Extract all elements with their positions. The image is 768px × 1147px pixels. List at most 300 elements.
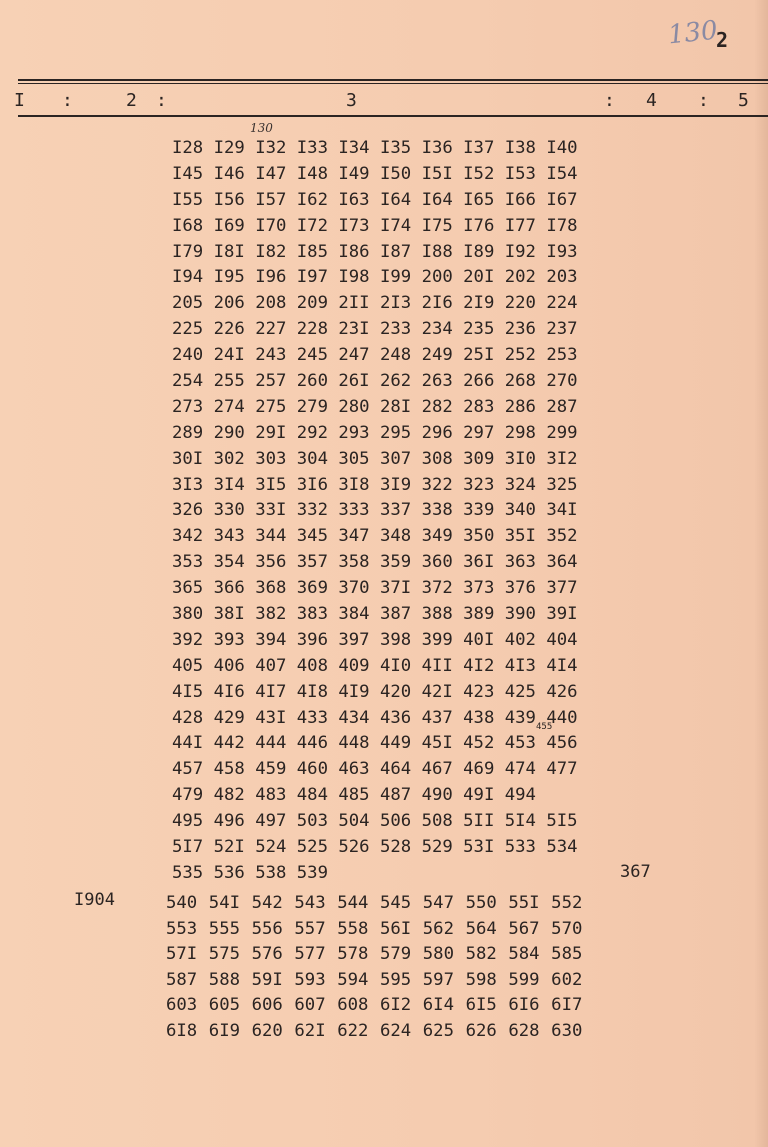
register-number: 579 [379, 944, 412, 965]
register-number: 3I0 [504, 448, 536, 469]
register-number: 4I3 [504, 655, 536, 676]
register-number: 399 [421, 629, 453, 650]
register-number: I48 [296, 163, 328, 184]
register-number: 392 [172, 629, 204, 650]
register-number: 578 [337, 944, 369, 965]
register-number: 59I [251, 969, 283, 990]
register-number: 333 [338, 500, 370, 521]
register-number: 605 [208, 995, 241, 1016]
register-number: 236 [504, 319, 536, 340]
register-number: 576 [251, 944, 283, 965]
register-number: 5I4 [504, 811, 536, 832]
register-number: 438 [463, 707, 495, 728]
register-number: 208 [255, 293, 287, 314]
number-row [166, 1021, 594, 1047]
register-number: 343 [213, 526, 245, 547]
register-number: 407 [255, 655, 287, 676]
register-number: 234 [421, 319, 453, 340]
number-row [166, 944, 594, 970]
register-number: I88 [421, 241, 453, 262]
number-row [172, 319, 588, 345]
number-row [172, 138, 588, 164]
register-number: 257 [255, 371, 287, 392]
header-col-3: 3 [346, 90, 357, 111]
number-row [172, 811, 588, 837]
register-number: 262 [379, 371, 412, 392]
register-number: 376 [504, 578, 536, 599]
register-number: 54I [208, 893, 241, 913]
register-number: I73 [338, 215, 370, 236]
register-number: 6I6 [508, 995, 540, 1016]
register-number: 342 [172, 526, 204, 547]
register-number: I5I [421, 163, 453, 184]
register-number: 350 [463, 526, 495, 547]
number-row [172, 656, 588, 682]
register-number: 200 [421, 267, 453, 288]
header-separator-1: : [62, 90, 73, 111]
register-number: I78 [546, 215, 578, 236]
register-number: I82 [255, 241, 287, 262]
number-row [172, 164, 588, 190]
register-number: I46 [213, 163, 245, 184]
register-number: 24I [213, 345, 245, 366]
register-number: 409 [338, 655, 370, 676]
register-number: 508 [421, 811, 453, 832]
register-number: 4I6 [213, 681, 245, 702]
register-number: 226 [213, 319, 245, 340]
register-number: 297 [463, 422, 495, 443]
register-number: 3I2 [546, 448, 578, 469]
register-number: 337 [379, 500, 412, 521]
register-number: 247 [338, 345, 370, 366]
register-number: 484 [296, 785, 328, 806]
register-number: I94 [172, 267, 204, 288]
register-number: 349 [421, 526, 453, 547]
register-number: 243 [255, 345, 287, 366]
register-number: I36 [421, 138, 453, 158]
register-number: I99 [379, 267, 412, 288]
register-number: 2II [338, 293, 370, 314]
number-row [172, 863, 588, 889]
register-number: I55 [172, 189, 204, 210]
register-number: 575 [208, 944, 241, 965]
register-number: 6I8 [166, 1020, 198, 1041]
register-number: I64 [421, 189, 453, 210]
register-number: 57I [166, 944, 198, 965]
register-number: I32 [255, 138, 287, 158]
register-number: 254 [172, 371, 204, 392]
register-number: 460 [296, 759, 328, 780]
register-number: 275 [255, 396, 287, 417]
register-number: 469 [463, 759, 495, 780]
register-number: 497 [255, 811, 287, 832]
register-number: 248 [379, 345, 412, 366]
register-number: 408 [296, 655, 328, 676]
register-number: 322 [421, 474, 453, 495]
register-number: I79 [172, 241, 204, 262]
register-number: 580 [422, 944, 454, 965]
number-row [166, 970, 594, 996]
register-number: 249 [421, 345, 453, 366]
register-number: 608 [337, 995, 369, 1016]
register-number: 5I7 [172, 837, 204, 858]
register-number: 303 [255, 448, 287, 469]
register-number: 299 [546, 422, 578, 443]
number-list-main [172, 138, 588, 889]
register-number: 225 [172, 319, 204, 340]
register-number: 332 [296, 500, 328, 521]
register-number: 503 [296, 811, 328, 832]
inserted-number-note-455: 455 [536, 722, 553, 732]
register-number: 582 [465, 944, 497, 965]
register-number: 345 [296, 526, 328, 547]
register-number: I95 [213, 267, 245, 288]
register-number: I87 [379, 241, 412, 262]
number-row [172, 552, 588, 578]
number-row [172, 578, 588, 604]
register-number: 406 [213, 655, 245, 676]
register-number: 40I [463, 629, 495, 650]
register-number: 3I4 [213, 474, 245, 495]
register-number: 227 [255, 319, 287, 340]
register-number: 203 [546, 267, 578, 288]
register-number: 425 [504, 681, 536, 702]
register-number: 228 [296, 319, 328, 340]
register-number: I74 [379, 215, 412, 236]
register-number: 224 [546, 293, 578, 314]
register-number: 282 [421, 396, 453, 417]
register-number: 4I5 [172, 681, 204, 702]
register-number: I93 [546, 241, 578, 262]
register-number: 53I [463, 837, 495, 858]
register-number: 388 [421, 604, 453, 625]
register-number: 457 [172, 759, 204, 780]
register-number: 598 [465, 969, 497, 990]
register-number: 28I [379, 396, 412, 417]
register-number: 504 [338, 811, 370, 832]
number-row [172, 449, 588, 475]
register-number: 302 [213, 448, 245, 469]
register-number: 494 [504, 785, 536, 806]
register-number: I92 [504, 241, 536, 262]
register-number: I37 [463, 138, 495, 158]
register-number: 252 [504, 345, 536, 366]
register-number: 209 [296, 293, 328, 314]
register-number: 485 [338, 785, 370, 806]
register-number: 30I [172, 448, 204, 469]
register-number: 340 [504, 500, 536, 521]
register-number: 526 [338, 837, 370, 858]
register-number: 255 [213, 371, 245, 392]
register-number: 556 [251, 918, 283, 939]
register-number: 274 [213, 396, 245, 417]
register-number: I65 [463, 189, 495, 210]
number-list-1904 [166, 893, 594, 1047]
register-number: 547 [422, 893, 454, 913]
register-number: 377 [546, 578, 578, 599]
register-number: 5II [463, 811, 495, 832]
register-number: 542 [251, 893, 283, 913]
register-number: 359 [379, 552, 412, 573]
register-number: 309 [463, 448, 495, 469]
register-number: 33I [255, 500, 287, 521]
register-number: 37I [379, 578, 412, 599]
register-number: I75 [421, 215, 453, 236]
register-number: 354 [213, 552, 245, 573]
number-row [172, 500, 588, 526]
register-number: 442 [213, 733, 245, 754]
register-number: 363 [504, 552, 536, 573]
register-number: 456 [546, 733, 578, 754]
number-row [172, 267, 588, 293]
register-number: 529 [421, 837, 453, 858]
register-number: 2I6 [421, 293, 453, 314]
register-number: 2I3 [379, 293, 412, 314]
register-number: I62 [296, 189, 328, 210]
register-number: 6I4 [422, 995, 454, 1016]
register-number: 599 [508, 969, 540, 990]
register-number: 607 [294, 995, 326, 1016]
number-row [166, 995, 594, 1021]
register-number: 4I0 [379, 655, 412, 676]
register-number: 482 [213, 785, 245, 806]
register-number: 562 [422, 918, 454, 939]
register-number: 506 [379, 811, 412, 832]
register-number: 535 [172, 862, 204, 883]
register-number: I68 [172, 215, 204, 236]
register-number: 235 [463, 319, 495, 340]
register-number: 3I9 [379, 474, 412, 495]
register-number: I47 [255, 163, 287, 184]
register-number: I67 [546, 189, 578, 210]
register-number: I33 [296, 138, 328, 158]
register-number: 325 [546, 474, 578, 495]
register-number: 205 [172, 293, 204, 314]
register-number: 20I [463, 267, 495, 288]
year-label: I904 [74, 890, 115, 910]
register-number: 35I [504, 526, 536, 547]
register-number: 4I9 [338, 681, 370, 702]
number-row [172, 293, 588, 319]
register-number: 23I [338, 319, 370, 340]
register-number: 536 [213, 862, 245, 883]
header-bottom-rule [18, 115, 768, 117]
register-number: 528 [379, 837, 412, 858]
register-number: 626 [465, 1020, 497, 1041]
register-number: 593 [294, 969, 326, 990]
number-row [172, 242, 588, 268]
handwritten-folio-note: 130 [666, 15, 720, 51]
register-number: 539 [296, 862, 328, 883]
register-number: 595 [379, 969, 412, 990]
register-number: 352 [546, 526, 578, 547]
register-number: 292 [296, 422, 328, 443]
register-number: 534 [546, 837, 578, 858]
register-number: 436 [379, 707, 412, 728]
register-number: 308 [421, 448, 453, 469]
register-number: 603 [166, 995, 198, 1016]
header-top-rule [18, 79, 768, 81]
register-number: 444 [255, 733, 287, 754]
register-number: 36I [463, 552, 495, 573]
header-col-2: 2 [126, 90, 137, 111]
register-number: I56 [213, 189, 245, 210]
register-number: 34I [546, 500, 578, 521]
register-number: 39I [546, 604, 578, 625]
register-number: 585 [551, 944, 583, 965]
register-number: 270 [546, 371, 578, 392]
register-number: 490 [421, 785, 453, 806]
register-number: 538 [255, 862, 287, 883]
page-edge-shadow [754, 0, 768, 1147]
register-number: 557 [294, 918, 326, 939]
register-number: 477 [546, 759, 578, 780]
register-number: 622 [337, 1020, 369, 1041]
register-number: I38 [504, 138, 536, 158]
register-number: 628 [508, 1020, 540, 1041]
register-number: 602 [551, 969, 583, 990]
register-number: 266 [463, 371, 495, 392]
register-number: 293 [338, 422, 370, 443]
number-row [172, 216, 588, 242]
register-number: 380 [172, 604, 204, 625]
register-number: 4I8 [296, 681, 328, 702]
register-number: 448 [338, 733, 370, 754]
register-number: 6I7 [551, 995, 583, 1016]
page-number: 2 [716, 28, 729, 52]
register-number: 525 [296, 837, 328, 858]
register-number: 544 [337, 893, 369, 913]
register-number: 304 [296, 448, 328, 469]
register-number: 26I [338, 371, 370, 392]
register-number: 287 [546, 396, 578, 417]
register-number: 286 [504, 396, 536, 417]
register-number: I69 [213, 215, 245, 236]
register-number: 220 [504, 293, 536, 314]
register-number: 625 [422, 1020, 454, 1041]
number-row [172, 526, 588, 552]
register-number: 360 [421, 552, 453, 573]
register-number: 487 [379, 785, 412, 806]
register-number: 237 [546, 319, 578, 340]
number-row [172, 190, 588, 216]
register-number: I50 [379, 163, 412, 184]
header-separator-2: : [156, 90, 167, 111]
register-number: 552 [551, 893, 583, 913]
register-number: 433 [296, 707, 328, 728]
register-number: I70 [255, 215, 287, 236]
register-number: I89 [463, 241, 495, 262]
register-number: I85 [296, 241, 328, 262]
register-number: 290 [213, 422, 245, 443]
register-number: 373 [463, 578, 495, 599]
number-row [172, 604, 588, 630]
register-number: 3I5 [255, 474, 287, 495]
register-number: 402 [504, 629, 536, 650]
register-number: 624 [379, 1020, 412, 1041]
register-number: I97 [296, 267, 328, 288]
number-row [172, 785, 588, 811]
register-number: 372 [421, 578, 453, 599]
number-row [172, 423, 588, 449]
register-number: 56I [379, 918, 412, 939]
register-number: I34 [338, 138, 370, 158]
register-number: 555 [208, 918, 241, 939]
register-number: I53 [504, 163, 536, 184]
register-number: 49I [463, 785, 495, 806]
register-number: 338 [421, 500, 453, 521]
register-number: 357 [296, 552, 328, 573]
register-number: 553 [166, 918, 198, 939]
register-number: 330 [213, 500, 245, 521]
register-number: 4II [421, 655, 453, 676]
column-4-number: 367 [620, 862, 651, 882]
register-number: I64 [379, 189, 412, 210]
register-number: 3I8 [338, 474, 370, 495]
register-number: 43I [255, 707, 287, 728]
register-number: 428 [172, 707, 204, 728]
register-number: 397 [338, 629, 370, 650]
register-number: 368 [255, 578, 287, 599]
register-number: 358 [338, 552, 370, 573]
register-number: 3I6 [296, 474, 328, 495]
register-number: 6I2 [379, 995, 412, 1016]
register-number: 398 [379, 629, 412, 650]
header-separator-3: : [604, 90, 615, 111]
number-row [166, 893, 594, 919]
register-number: I77 [504, 215, 536, 236]
number-row [172, 397, 588, 423]
header-col-1: I [14, 90, 25, 111]
register-number: 245 [296, 345, 328, 366]
register-number: 464 [379, 759, 412, 780]
register-number: 323 [463, 474, 495, 495]
register-number: 620 [251, 1020, 283, 1041]
register-number: 594 [337, 969, 369, 990]
register-number: 570 [551, 918, 583, 939]
register-number: 38I [213, 604, 245, 625]
register-number: 387 [379, 604, 412, 625]
number-row [172, 708, 588, 734]
register-number: 52I [213, 837, 245, 858]
register-number: 479 [172, 785, 204, 806]
number-row [172, 837, 588, 863]
register-number: I96 [255, 267, 287, 288]
register-number: 365 [172, 578, 204, 599]
register-number: 45I [421, 733, 453, 754]
register-number: I76 [463, 215, 495, 236]
register-number: I49 [338, 163, 370, 184]
register-number: 404 [546, 629, 578, 650]
register-number: 305 [338, 448, 370, 469]
register-number: 339 [463, 500, 495, 521]
register-number: 394 [255, 629, 287, 650]
register-number: 326 [172, 500, 204, 521]
register-number: 370 [338, 578, 370, 599]
register-number: 483 [255, 785, 287, 806]
register-number: I57 [255, 189, 287, 210]
register-number: I8I [213, 241, 245, 262]
register-number: 44I [172, 733, 204, 754]
register-number: I63 [338, 189, 370, 210]
register-number: 6I9 [208, 1020, 241, 1041]
register-number: 6I5 [465, 995, 497, 1016]
register-number: 440 [546, 707, 578, 728]
header-col-4: 4 [646, 90, 657, 111]
register-number: 383 [296, 604, 328, 625]
register-number: 62I [294, 1020, 326, 1041]
register-number: I66 [504, 189, 536, 210]
